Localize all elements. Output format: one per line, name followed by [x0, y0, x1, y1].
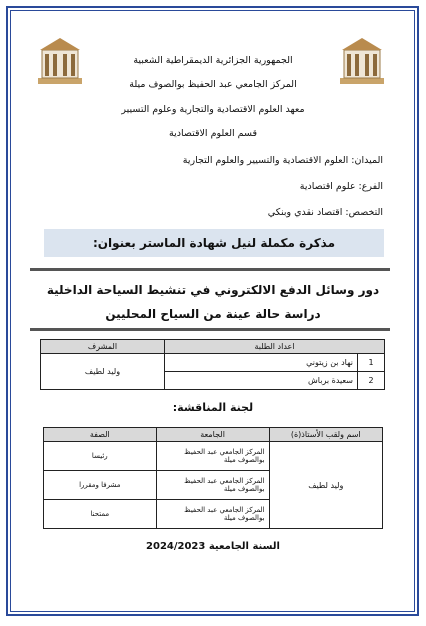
member-name-header: اسم ولقب الأستاذ(ة)	[269, 428, 382, 442]
student-number: 1	[358, 354, 385, 372]
student-number: 2	[358, 372, 385, 390]
university-logo-right	[338, 34, 386, 86]
republic-name: الجمهورية الجزائرية الديمقراطية الشعبية	[133, 55, 293, 66]
student-name: نهاد بن زيتوني	[165, 354, 358, 372]
member-university: المركز الجامعي عبد الحفيظ بوالصوف ميلة	[156, 442, 269, 471]
separator-bottom	[30, 328, 390, 331]
supervisor-header: المشرف	[41, 340, 165, 354]
supervisor-name: وليد لطيف	[41, 354, 165, 390]
academic-year: السنة الجامعية 2024/2023	[146, 541, 280, 552]
member-name: وليد لطيف	[269, 442, 382, 529]
field-line: الميدان: العلوم الاقتصادية والتسيير والعلوم التجارية	[182, 155, 383, 166]
student-name: سعيدة برباش	[165, 372, 358, 390]
member-role: مشرفا ومقررا	[44, 471, 157, 500]
students-table	[40, 339, 385, 390]
university-center-name: المركز الجامعي عبد الحفيظ بوالصوف ميلة	[129, 79, 297, 90]
institute-name: معهد العلوم الاقتصادية والتجارية وعلوم التسيير	[121, 104, 305, 115]
university-header: الجامعة	[156, 428, 269, 442]
thesis-title-line1: دور وسائل الدفع الالكتروني في تنشيط السياحة الداخلية	[46, 283, 380, 297]
students-header: اعداد الطلبة	[165, 340, 385, 354]
branch-line: الفرع: علوم اقتصادية	[299, 181, 383, 192]
separator-top	[30, 268, 390, 271]
thesis-banner: مذكرة مكملة لنيل شهادة الماستر بعنوان:	[44, 229, 384, 257]
table-row	[44, 442, 383, 471]
member-role: رئيسا	[44, 442, 157, 471]
role-header: الصفة	[44, 428, 157, 442]
thesis-title-line2: دراسة حالة عينة من السياح المحليين	[105, 307, 321, 321]
committee-heading: لجنة المناقشة:	[172, 401, 254, 414]
university-logo-left	[36, 34, 84, 86]
member-role: ممتحنا	[44, 500, 157, 529]
committee-table	[43, 427, 383, 529]
department-name: قسم العلوم الاقتصادية	[169, 128, 257, 139]
table-row	[41, 354, 385, 372]
specialty-line: التخصص: اقتصاد نقدي وبنكي	[267, 207, 383, 218]
member-university: المركز الجامعي عبد الحفيظ بوالصوف ميلة	[156, 500, 269, 529]
member-university: المركز الجامعي عبد الحفيظ بوالصوف ميلة	[156, 471, 269, 500]
